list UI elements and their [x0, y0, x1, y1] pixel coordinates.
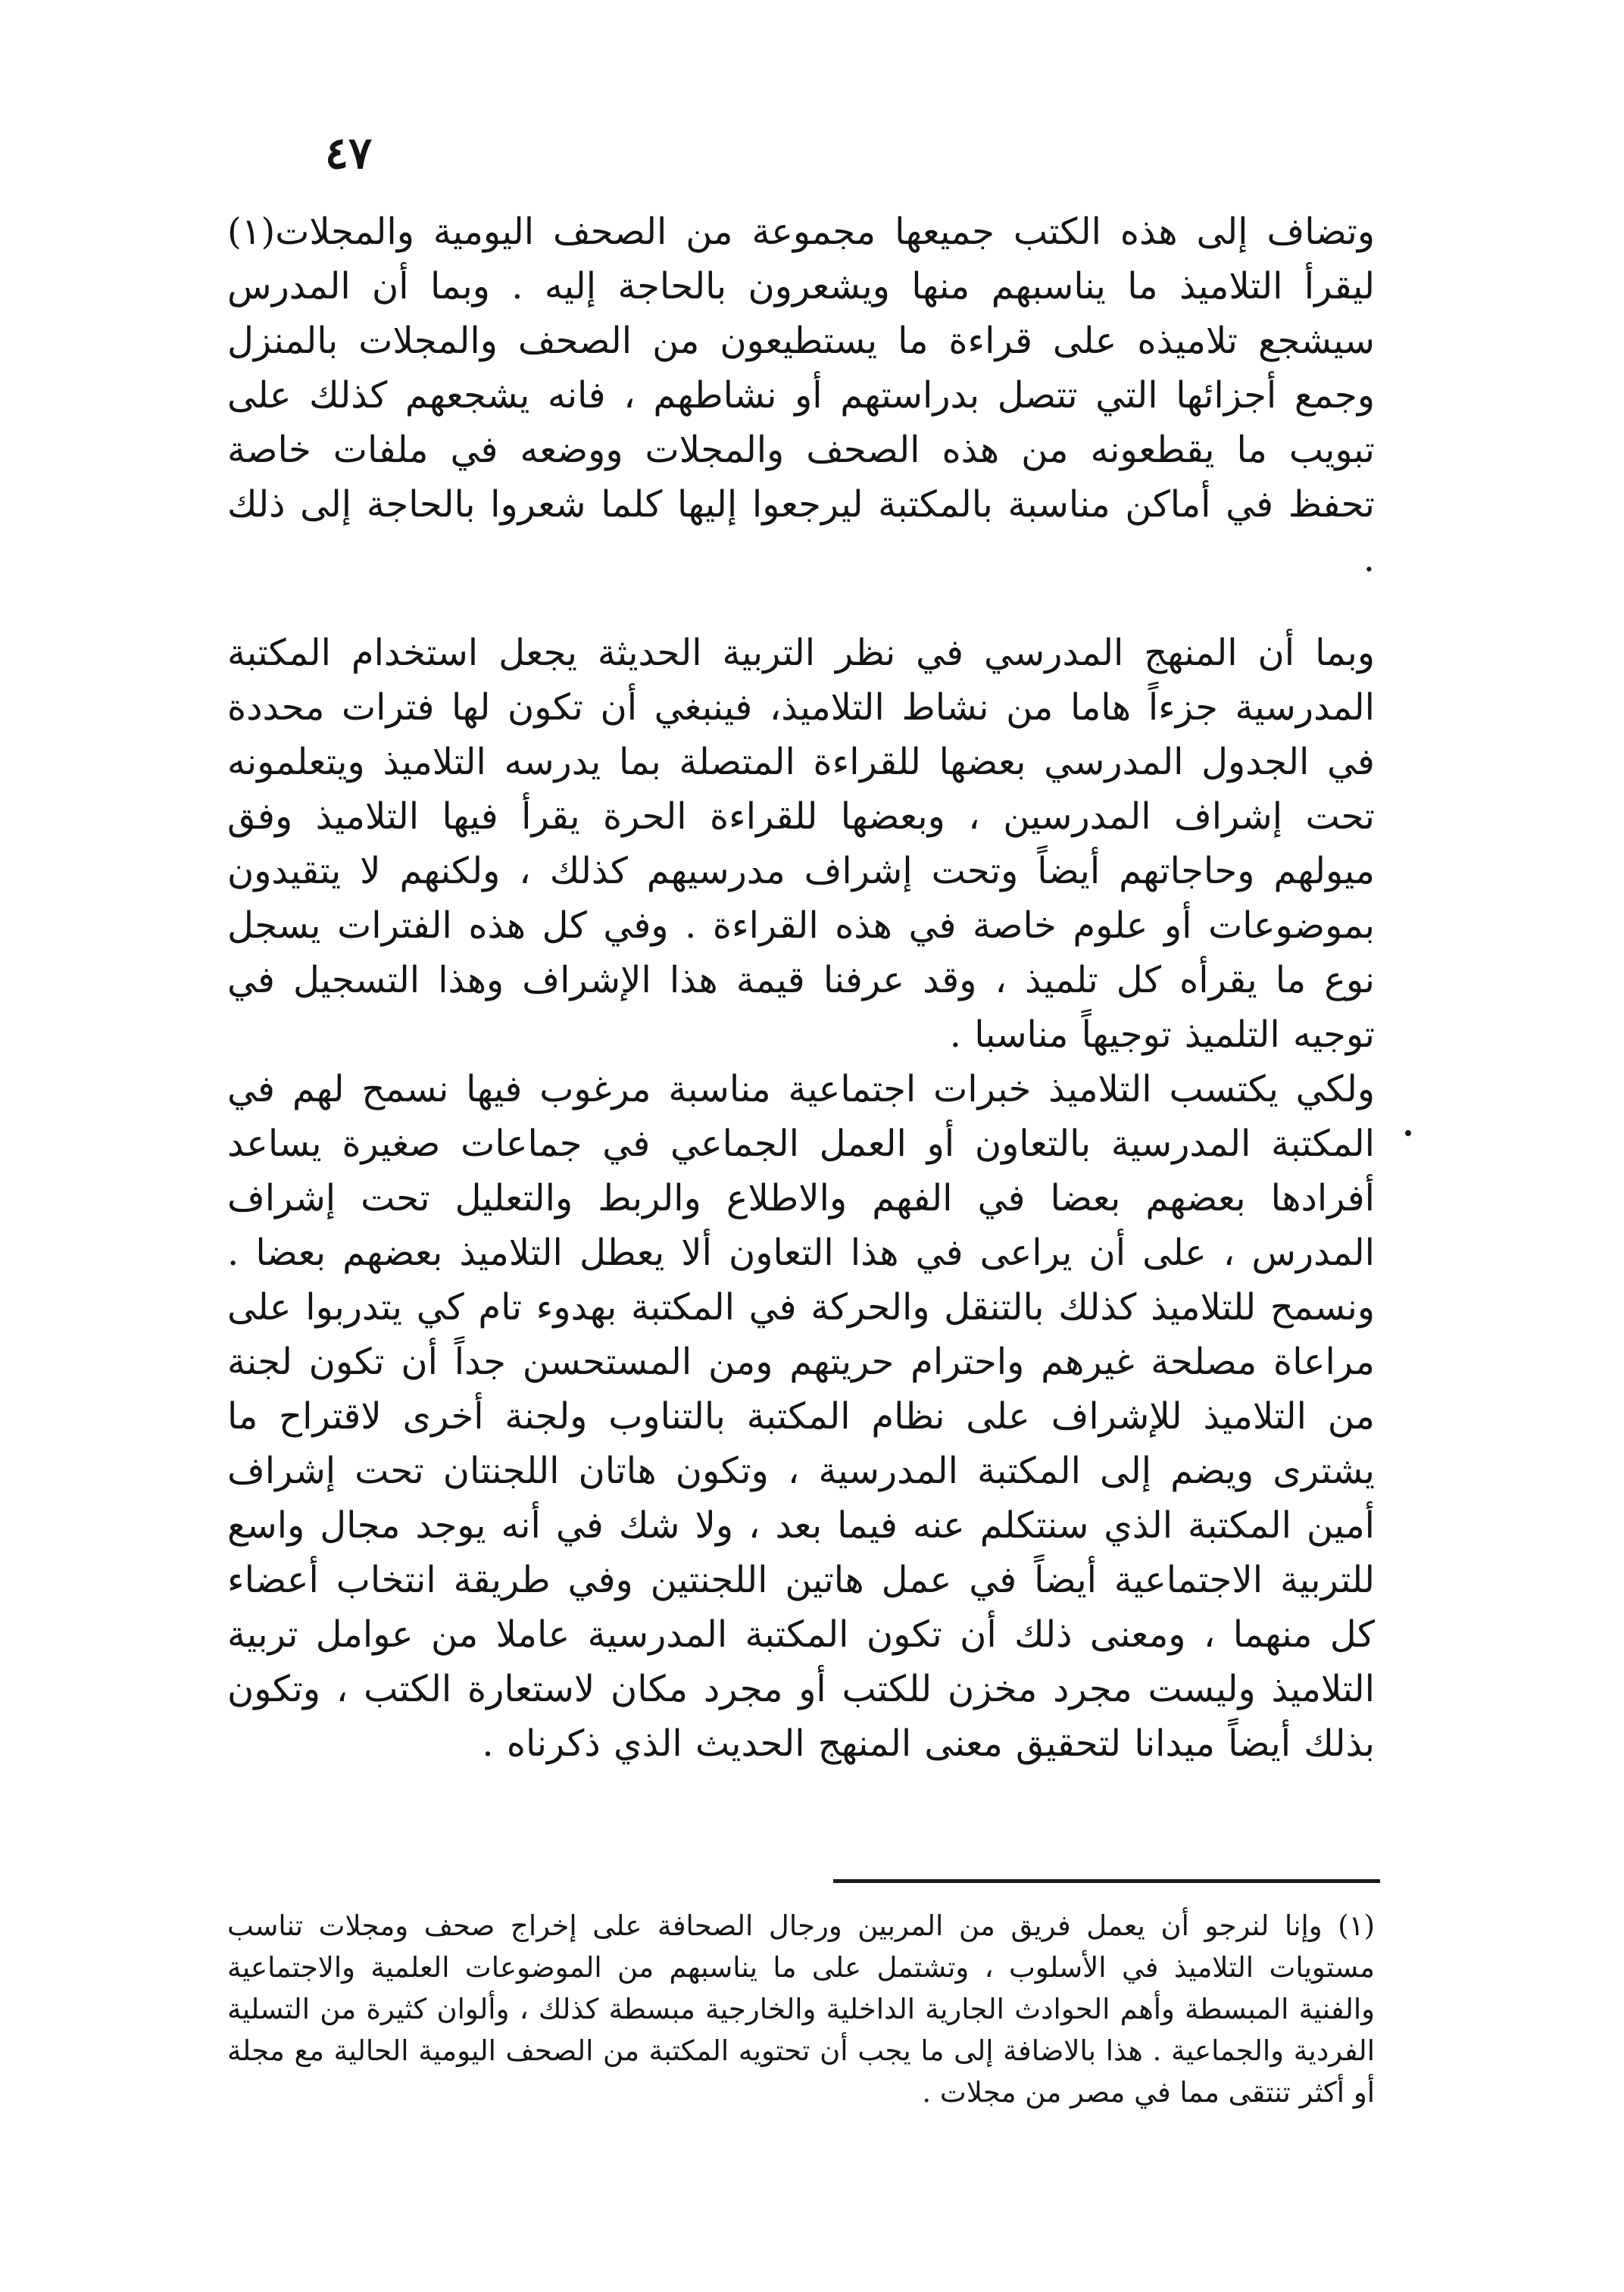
body-text: [227, 205, 1375, 1771]
footnote: (١) وإنا لنرجو أن يعمل فريق من المربين ورجال الصحافة على إخراج صحف ومجلات تناسب مستويات التلاميذ في الأسلوب ، وتشتمل على ما يناسبهم من الموضوعات العلمية والاجتماعية والفنية المبسطة وأهم الحوادث الجارية الداخلية والخارجية مبسطة كذلك ، وألوان كثيرة من التسلية الفردية والجماعية . هذا بالاضافة إلى ما يجب أن تحتويه المكتبة من الصحف اليومية الحالية مع مجلة أو أكثر تنتقى مما في مصر من مجلات .: [227, 1909, 1375, 2109]
footnote-separator: [833, 1879, 1380, 1883]
paragraph-newspapers: وتضاف إلى هذه الكتب جميعها مجموعة من الصحف اليومية والمجلات(١) ليقرأ التلاميذ ما يناسبهم منها ويشعرون بالحاجة إليه . وبما أن المدرس سيشجع تلاميذه على قراءة ما يستطيعون من الصحف والمجلات بالمنزل وجمع أجزائها التي تتصل بدراستهم أو نشاطهم ، فانه يشجعهم كذلك على تبويب ما يقطعونه من هذه الصحف والمجلات ووضعه في ملفات خاصة تحفظ في أماكن مناسبة بالمكتبة ليرجعوا إليها كلما شعروا بالحاجة إلى ذلك .: [227, 211, 1375, 580]
paragraph-reading-periods: وبما أن المنهج المدرسي في نظر التربية الحديثة يجعل استخدام المكتبة المدرسية جزءاً هاما من نشاط التلاميذ، فينبغي أن تكون لها فترات محددة في الجدول المدرسي بعضها للقراءة المتصلة بما يدرسه التلاميذ ويتعلمونه تحت إشراف المدرسين ، وبعضها للقراءة الحرة يقرأ فيها التلاميذ وفق ميولهم وحاجاتهم أيضاً وتحت إشراف مدرسيهم كذلك ، ولكنهم لا يتقيدون بموضوعات أو علوم خاصة في هذه القراءة . وفي كل هذه الفترات يسجل نوع ما يقرأه كل تلميذ ، وقد عرفنا قيمة هذا الإشراف وهذا التسجيل في توجيه التلميذ توجيهاً مناسبا .: [227, 632, 1376, 1056]
stray-ink-dot: [1405, 1130, 1411, 1136]
paragraph-social-experience: ولكي يكتسب التلاميذ خبرات اجتماعية مناسبة مرغوب فيها نسمح لهم في المكتبة المدرسية بالتعاون أو العمل الجماعي في جماعات صغيرة يساعد أفرادها بعضهم بعضا في الفهم والاطلاع والربط والتعليل تحت إشراف المدرس ، على أن يراعى في هذا التعاون ألا يعطل التلاميذ بعضهم بعضا . ونسمح للتلاميذ كذلك بالتنقل والحركة في المكتبة بهدوء تام كي يتدربوا على مراعاة مصلحة غيرهم واحترام حريتهم ومن المستحسن جداً أن تكون لجنة من التلاميذ للإشراف على نظام المكتبة بالتناوب ولجنة أخرى لاقتراح ما يشترى ويضم إلى المكتبة المدرسية ، وتكون هاتان اللجنتان تحت إشراف أمين المكتبة الذي سنتكلم عنه فيما بعد ، ولا شك في أنه يوجد مجال واسع للتربية الاجتماعية أيضاً في عمل هاتين اللجنتين وفي طريقة انتخاب أعضاء كل منهما ، ومعنى ذلك أن تكون المكتبة المدرسية عاملا من عوامل تربية التلاميذ وليست مجرد مخزن للكتب أو مجرد مكان لاستعارة الكتب ، وتكون بذلك أيضاً ميدانا لتحقيق معنى المنهج الحديث الذي ذكرناه .: [227, 1068, 1376, 1765]
page-number: ٤٧: [324, 127, 373, 179]
